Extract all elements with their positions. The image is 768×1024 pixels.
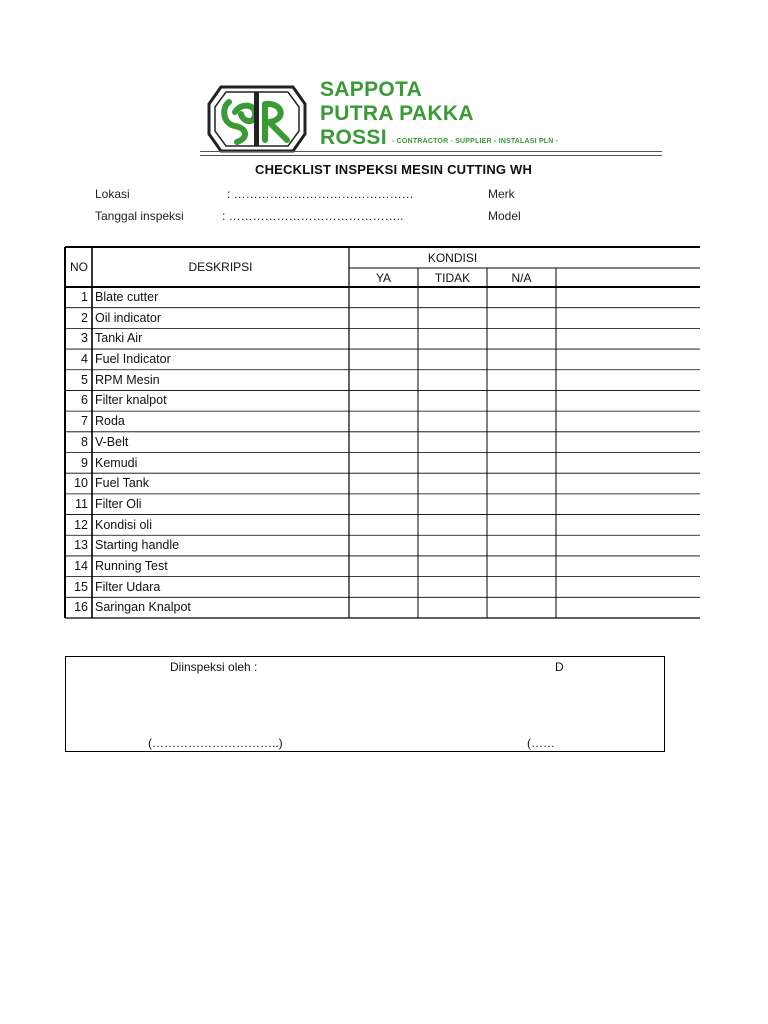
row-number: 6 [81,393,88,408]
checkbox-cell-ya[interactable] [350,578,417,597]
checkbox-cell-ya[interactable] [350,371,417,390]
row-description: Filter knalpot [95,393,167,408]
row-description: Tanki Air [95,331,143,346]
column-header-kondisi: KONDISI [427,251,478,265]
checkbox-cell-ya[interactable] [350,454,417,473]
row-number: 4 [81,352,88,367]
row-number: 2 [81,310,88,325]
column-header-deskripsi: DESKRIPSI [188,260,253,274]
checkbox-cell-ya[interactable] [350,598,417,617]
checkbox-cell-na[interactable] [488,516,555,535]
approved-by-label-fragment: D [555,660,564,674]
inspected-by-label: Diinspeksi oleh : [170,660,258,674]
row-description: Roda [95,414,125,429]
checkbox-cell-ya[interactable] [350,474,417,493]
checkbox-cell-tidak[interactable] [419,598,486,617]
checkbox-cell-na[interactable] [488,598,555,617]
row-description: Filter Oli [95,496,142,511]
row-number: 11 [75,496,88,511]
checkbox-cell-na[interactable] [488,371,555,390]
column-header-no: NO [70,260,88,274]
tanggal-label: Tanggal inspeksi [95,209,184,223]
tanggal-value: : …………………………………….. [222,209,404,223]
checkbox-cell-ya[interactable] [350,288,417,307]
company-name-line-1: SAPPOTA [320,78,423,101]
row-number: 15 [74,579,88,594]
checkbox-cell-tidak[interactable] [419,371,486,390]
checkbox-cell-tidak[interactable] [419,329,486,348]
checkbox-cell-tidak[interactable] [419,454,486,473]
column-header-na: N/A [511,271,532,285]
checkbox-cell-ya[interactable] [350,412,417,431]
row-number: 8 [81,434,88,449]
row-description: Oil indicator [95,310,161,325]
company-tagline: - CONTRACTOR - SUPPLIER - INSTALASI PLN - [392,138,559,145]
checkbox-cell-na[interactable] [488,309,555,328]
row-description: Saringan Knalpot [95,600,191,615]
lokasi-value: : ……………………………………… [227,187,414,201]
checkbox-cell-na[interactable] [488,578,555,597]
checkbox-cell-na[interactable] [488,474,555,493]
checkbox-cell-tidak[interactable] [419,350,486,369]
row-description: Running Test [95,558,168,573]
checkbox-cell-tidak[interactable] [419,516,486,535]
checkbox-cell-na[interactable] [488,412,555,431]
row-number: 5 [81,372,88,387]
document-title: CHECKLIST INSPEKSI MESIN CUTTING WH [255,162,533,177]
checkbox-cell-na[interactable] [488,433,555,452]
row-description: Fuel Tank [95,476,149,491]
checkbox-cell-na[interactable] [488,454,555,473]
checkbox-cell-na[interactable] [488,329,555,348]
row-description: Starting handle [95,538,180,553]
checkbox-cell-na[interactable] [488,350,555,369]
checkbox-cell-tidak[interactable] [419,309,486,328]
checkbox-cell-ya[interactable] [350,516,417,535]
row-number: 14 [74,558,88,573]
checkbox-cell-ya[interactable] [350,536,417,555]
model-label: Model [488,209,521,223]
checkbox-cell-tidak[interactable] [419,495,486,514]
merk-label: Merk [488,187,515,201]
checkbox-cell-ya[interactable] [350,350,417,369]
row-number: 16 [74,600,88,615]
checkbox-cell-ya[interactable] [350,329,417,348]
checkbox-cell-na[interactable] [488,557,555,576]
row-number: 12 [74,517,88,532]
company-name-line-3: ROSSI [320,126,387,149]
row-number: 9 [81,455,88,470]
column-header-tidak: TIDAK [434,271,471,285]
row-description: V-Belt [95,434,129,449]
row-number: 10 [74,476,88,491]
checkbox-cell-ya[interactable] [350,557,417,576]
row-number: 3 [81,331,88,346]
checkbox-cell-ya[interactable] [350,495,417,514]
checkbox-cell-ya[interactable] [350,391,417,410]
row-description: RPM Mesin [95,372,160,387]
checkbox-cell-tidak[interactable] [419,536,486,555]
row-description: Kondisi oli [95,517,152,532]
checkbox-cell-tidak[interactable] [419,288,486,307]
row-description: Blate cutter [95,290,159,304]
checkbox-cell-tidak[interactable] [419,578,486,597]
checkbox-cell-tidak[interactable] [419,557,486,576]
checkbox-cell-tidak[interactable] [419,412,486,431]
checkbox-cell-na[interactable] [488,536,555,555]
checkbox-cell-na[interactable] [488,495,555,514]
row-number: 13 [74,538,88,553]
checkbox-cell-tidak[interactable] [419,433,486,452]
checkbox-cell-tidak[interactable] [419,391,486,410]
row-number: 1 [81,290,88,304]
inspector-signature-line: (…………………………..) [148,736,283,750]
checkbox-cell-na[interactable] [488,288,555,307]
company-name-line-2: PUTRA PAKKA [320,102,474,125]
row-description: Filter Udara [95,579,161,594]
approver-signature-line: (…… [527,736,555,750]
row-description: Fuel Indicator [95,352,171,367]
checkbox-cell-na[interactable] [488,391,555,410]
column-header-ya: YA [375,271,392,285]
checkbox-cell-ya[interactable] [350,433,417,452]
row-description: Kemudi [95,455,138,470]
checkbox-cell-ya[interactable] [350,309,417,328]
lokasi-label: Lokasi [95,187,130,201]
row-number: 7 [81,414,88,429]
checkbox-cell-tidak[interactable] [419,474,486,493]
